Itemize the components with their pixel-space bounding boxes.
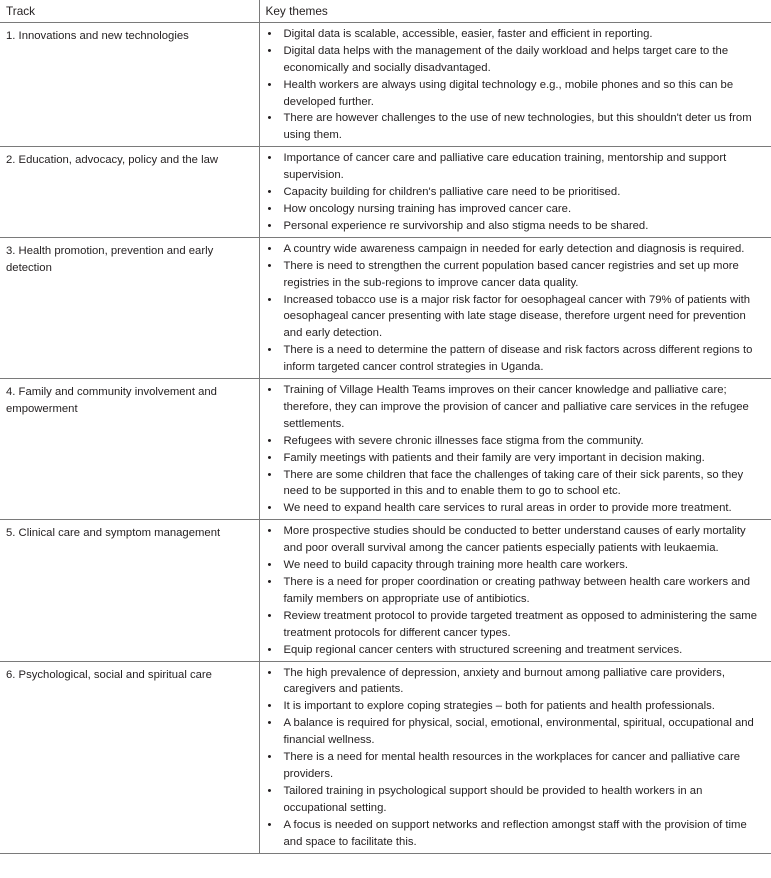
list-item: • Training of Village Health Teams improves on their cancer knowledge and palliative care; therefore, they can improve the provision of cancer and palliative care services in the refugee settlements.: [266, 382, 766, 433]
list-item: • There is a need for proper coordination or creating pathway between health care workers and family members on appropriate use of antibiotics.: [266, 574, 766, 608]
list-item: • Refugees with severe chronic illnesses face stigma from the community.: [266, 433, 766, 450]
list-item: • There is a need to determine the pattern of disease and risk factors across different regions to inform targeted cancer control strategies in Uganda.: [266, 342, 766, 376]
list-item: • How oncology nursing training has improved cancer care.: [266, 201, 766, 218]
key-themes-list: [266, 382, 766, 517]
table-row: [0, 520, 771, 661]
table-row: [0, 379, 771, 520]
track-cell: 6. Psychological, social and spiritual care: [0, 661, 259, 853]
key-themes-cell: [259, 22, 771, 146]
header-row: [0, 0, 771, 22]
list-item: • There is a need for mental health resources in the workplaces for cancer and palliative care providers.: [266, 749, 766, 783]
list-item: • Digital data is scalable, accessible, easier, faster and efficient in reporting.: [266, 26, 766, 43]
list-item: • A focus is needed on support networks and reflection amongst staff with the provision of time and space to facilitate this.: [266, 817, 766, 851]
list-item: • There are however challenges to the use of new technologies, but this shouldn't deter us from using them.: [266, 110, 766, 144]
list-item: • The high prevalence of depression, anxiety and burnout among palliative care providers, caregivers and patients.: [266, 665, 766, 699]
table-row: [0, 147, 771, 238]
key-themes-list: [266, 26, 766, 144]
track-cell: 3. Health promotion, prevention and early detection: [0, 237, 259, 378]
key-themes-cell: [259, 147, 771, 238]
list-item: • Importance of cancer care and palliative care education training, mentorship and support supervision.: [266, 150, 766, 184]
list-item: • Digital data helps with the management of the daily workload and helps target care to the economically and socially disadvantaged.: [266, 43, 766, 77]
list-item: • We need to expand health care services to rural areas in order to provide more treatment.: [266, 500, 766, 517]
table-header: [0, 0, 771, 22]
list-item: • Review treatment protocol to provide targeted treatment as opposed to administering the same treatment protocols for different cancer types.: [266, 608, 766, 642]
key-themes-list: [266, 523, 766, 658]
list-item: • Increased tobacco use is a major risk factor for oesophageal cancer with 79% of patients with oesophageal cancer presenting with late stage disease, therefore urgent need for prevention and early detection.: [266, 292, 766, 343]
column-header-key-themes: Key themes: [259, 0, 771, 22]
key-themes-list: [266, 665, 766, 851]
list-item: • Health workers are always using digital technology e.g., mobile phones and so this can be developed further.: [266, 77, 766, 111]
list-item: • A country wide awareness campaign in needed for early detection and diagnosis is required.: [266, 241, 766, 258]
list-item: • Personal experience re survivorship and also stigma needs to be shared.: [266, 218, 766, 235]
column-header-track: Track: [0, 0, 259, 22]
key-themes-cell: [259, 379, 771, 520]
track-cell: 2. Education, advocacy, policy and the law: [0, 147, 259, 238]
list-item: • It is important to explore coping strategies – both for patients and health professionals.: [266, 698, 766, 715]
list-item: • We need to build capacity through training more health care workers.: [266, 557, 766, 574]
list-item: • Family meetings with patients and their family are very important in decision making.: [266, 450, 766, 467]
key-themes-list: [266, 241, 766, 376]
table-body: [0, 22, 771, 853]
list-item: • There are some children that face the challenges of taking care of their sick parents, so they need to be supported in this and to enable them to go to school etc.: [266, 467, 766, 501]
list-item: • Tailored training in psychological support should be provided to health workers in an occupational setting.: [266, 783, 766, 817]
table-row: [0, 22, 771, 146]
list-item: • Equip regional cancer centers with structured screening and treatment services.: [266, 642, 766, 659]
list-item: • A balance is required for physical, social, emotional, environmental, spiritual, occupational and financial wellness.: [266, 715, 766, 749]
track-cell: 1. Innovations and new technologies: [0, 22, 259, 146]
key-themes-list: [266, 150, 766, 235]
table-row: [0, 237, 771, 378]
list-item: • Capacity building for children's palliative care need to be prioritised.: [266, 184, 766, 201]
list-item: • More prospective studies should be conducted to better understand causes of early mortality and poor overall survival among the cancer patients especially patients with leukaemia.: [266, 523, 766, 557]
track-cell: 5. Clinical care and symptom management: [0, 520, 259, 661]
track-cell: 4. Family and community involvement and empowerment: [0, 379, 259, 520]
list-item: • There is need to strengthen the current population based cancer registries and set up more registries in the sub-regions to improve cancer data quality.: [266, 258, 766, 292]
key-themes-cell: [259, 520, 771, 661]
key-themes-cell: [259, 661, 771, 853]
table-row: [0, 661, 771, 853]
key-themes-cell: [259, 237, 771, 378]
